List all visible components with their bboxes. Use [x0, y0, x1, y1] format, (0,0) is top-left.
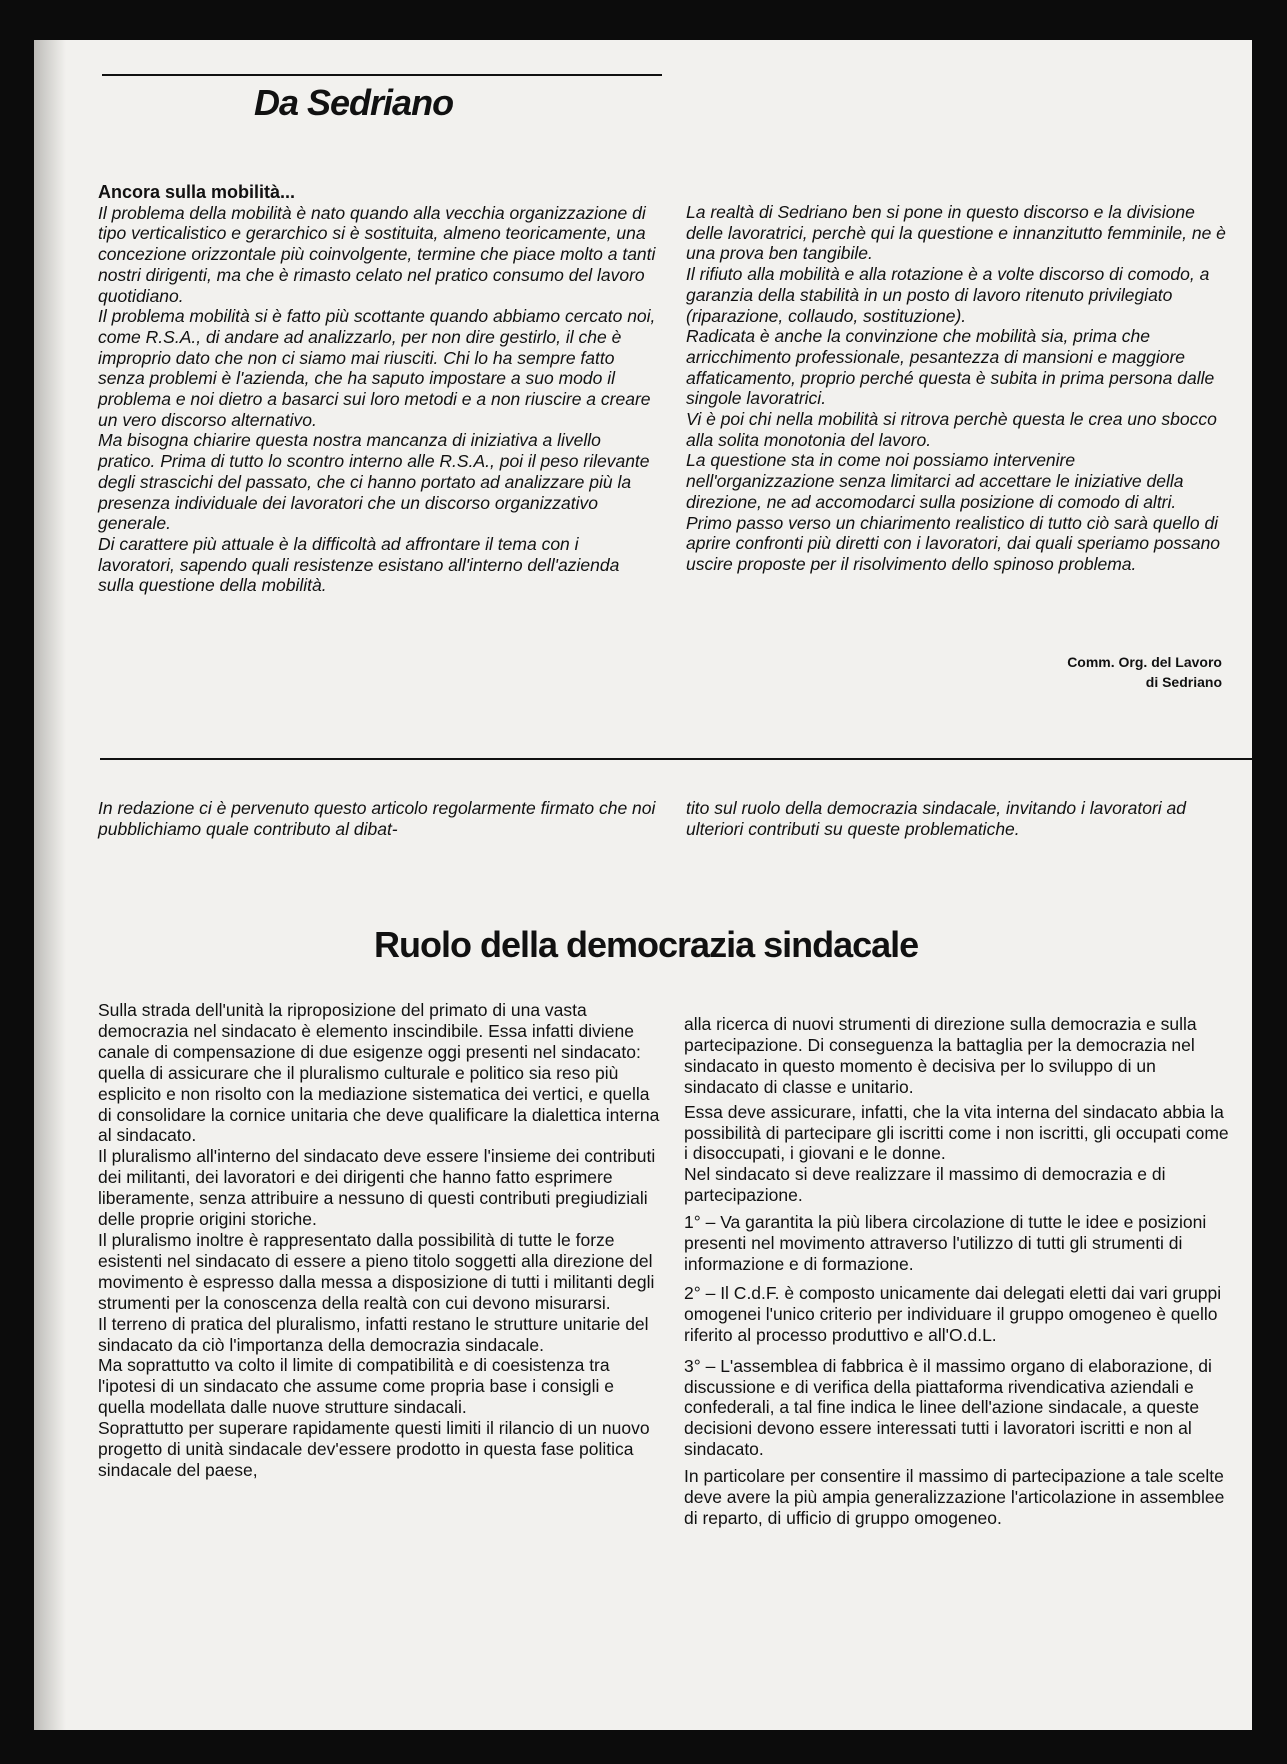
- paragraph: Il pluralismo inoltre è rappresentato dalla possibilità di tutte le forze esistenti nel sindacato di essere a pieno titolo soggetti alla direzione del movimento è espresso dalla messa a disposizione di tutti i militanti degli strumenti per la conoscenza della realtà con cui devono misurarsi.: [98, 1229, 655, 1313]
- paragraph: Il problema della mobilità è nato quando alla vecchia organizzazione di tipo verticalistico e gerarchico si è sostituita, almeno teoricamente, una concezione orizzontale più coinvolgente, termine che piace molto a tanti nostri dirigenti, ma che è rimasto celato nel pratico consumo del lavoro quotidiano.: [98, 202, 656, 306]
- article-1-kicker: Ancora sulla mobilità...: [98, 182, 296, 202]
- paragraph: Radicata è anche la convinzione che mobilità sia, prima che arricchimento professionale, pesantezza di mansioni e maggiore affaticamento, proprio perché questa è subita in prima persona dalle singole lavoratrici.: [686, 326, 1215, 409]
- paragraph: Primo passo verso un chiarimento realistico di tutto ciò sarà quello di aprire confronti più diretti con i lavoratori, dai quali speriamo possano uscire proposte per il risolvimento dello spinoso problema.: [686, 512, 1221, 574]
- paragraph: alla ricerca di nuovi strumenti di direzione sulla democrazia e sulla partecipazione. Di conseguenza la battaglia per la democrazia nel sindacato in questo momento è decisiva per lo sviluppo di un sindacato di classe e unitario.: [684, 1014, 1197, 1097]
- paragraph: Il terreno di pratica del pluralismo, infatti restano le strutture unitarie del sindacato da ciò l'importanza della democrazia sindacale.: [98, 1313, 649, 1355]
- magazine-page: [34, 40, 1252, 1730]
- intro-note-right: tito sul ruolo della democrazia sindacale, invitando i lavoratori ad ulteriori contributi su queste problematiche.: [686, 798, 1186, 839]
- paragraph: 2° – Il C.d.F. è composto unicamente dai delegati eletti dai vari gruppi omogenei l'unico criterio per individuare il gruppo omogeneo è quello riferito al processo produttivo e all'O.d.L.: [684, 1282, 1222, 1345]
- paragraph: Vi è poi chi nella mobilità si ritrova perchè questa le crea uno sbocco alla solita monotonia del lavoro.: [686, 409, 1217, 450]
- section-rule: [100, 758, 1252, 760]
- paragraph: Nel sindacato si deve realizzare il massimo di democrazia e di partecipazione.: [684, 1164, 1166, 1206]
- paragraph: Ma soprattutto va colto il limite di compatibilità e di coesistenza tra l'ipotesi di un sindacato che assume come propria base i consigli e quella modellata dalle nuove strutture sindacali.: [98, 1355, 614, 1418]
- article-1-title: Da Sedriano: [254, 82, 454, 123]
- article-2-right-column: [684, 1014, 1230, 1529]
- article-2-left-column: [98, 1000, 662, 1481]
- article-1-left-column: [98, 182, 658, 596]
- intro-note-left: In redazione ci è pervenuto questo articolo regolarmente firmato che noi pubblichiamo quale contributo al dibat-: [98, 798, 656, 839]
- paragraph: Il rifiuto alla mobilità e alla rotazione è a volte discorso di comodo, a garanzia della stabilità in un posto di lavoro ritenuto privilegiato (riparazione, collaudo, sostituzione).: [686, 264, 1210, 326]
- signature-line: di Sedriano: [1145, 674, 1222, 690]
- page-spine-shadow: [34, 40, 66, 1730]
- top-rule: [102, 74, 662, 76]
- paragraph: La realtà di Sedriano ben si pone in questo discorso e la divisione delle lavoratrici, perchè qui la questione e innanzitutto femminile, ne è una prova ben tangibile.: [686, 202, 1226, 264]
- paragraph: Sulla strada dell'unità la riproposizione del primato di una vasta democrazia nel sindacato è elemento inscindibile. Essa infatti diviene canale di compensazione di due esigenze oggi presenti nel sindacato: quella di assicurare che il pluralismo culturale e politico sia reso più esplicito e non risolto con la mediazione sistematica dei vertici, e quella di consolidare la cornice unitaria che deve qualificare la dialettica interna al sindacato.: [98, 1000, 660, 1146]
- paragraph: In particolare per consentire il massimo di partecipazione a tale scelte deve avere la più ampia generalizzazione l'articolazione in assemblee di reparto, di ufficio di gruppo omogeneo.: [684, 1466, 1225, 1528]
- article-1-right-column: [686, 202, 1228, 575]
- article-1-signature: [1067, 652, 1222, 692]
- paragraph: Il pluralismo all'interno del sindacato deve essere l'insieme dei contributi dei militanti, dei lavoratori e dei dirigenti che hanno fatto esprimere liberamente, senza attribuire a nessuno di questi contributi pregiudiziali delle proprie origini storiche.: [98, 1146, 656, 1230]
- paragraph: Il problema mobilità si è fatto più scottante quando abbiamo cercato noi, come R.S.A., di andare ad analizzarlo, per non dire gestirlo, il che è improprio dato che non ci siamo mai riusciti. Chi lo ha sempre fatto senza problemi è l'azienda, che ha saputo impostare a suo modo il problema e noi dietro a basarci sui loro metodi e a non riuscire a creare un vero discorso alternativo.: [98, 306, 656, 430]
- paragraph: Di carattere più attuale è la difficoltà ad affrontare il tema con i lavoratori, sapendo quali resistenze esistano all'interno dell'azienda sulla questione della mobilità.: [98, 533, 620, 596]
- paragraph: Soprattutto per superare rapidamente questi limiti il rilancio di un nuovo progetto di unità sindacale dev'essere prodotto in questa fase politica sindacale del paese,: [98, 1418, 650, 1480]
- paragraph: La questione sta in come noi possiamo intervenire nell'organizzazione senza limitarci ad accettare le iniziative della direzione, ne ad accomodarci sulla posizione di comodo di altri.: [686, 450, 1184, 512]
- paragraph: 1° – Va garantita la più libera circolazione di tutte le idee e posizioni presenti nel movimento attraverso l'utilizzo di tutti gli strumenti di informazione e di formazione.: [684, 1212, 1207, 1274]
- paragraph: Essa deve assicurare, infatti, che la vita interna del sindacato abbia la possibilità di partecipare gli iscritti come i non iscritti, gli occupati come i disoccupati, i giovani e le donne.: [684, 1101, 1229, 1164]
- signature-line: Comm. Org. del Lavoro: [1067, 654, 1222, 670]
- paragraph: 3° – L'assemblea di fabbrica è il massimo organo di elaborazione, di discussione e di verifica della piattaforma rivendicativa aziendali e confederali, a tal fine indica le linee dell'azione sindacale, a queste decisioni devono essere interessati tutti i lavoratori iscritti e non al sindacato.: [684, 1355, 1212, 1460]
- article-2-title: Ruolo della democrazia sindacale: [374, 924, 919, 965]
- paragraph: Ma bisogna chiarire questa nostra mancanza di iniziativa a livello pratico. Prima di tutto lo scontro interno alle R.S.A., poi il peso rilevante degli strascichi del passato, che ci hanno portato ad analizzare più la presenza individuale dei lavoratori che un discorso organizzativo generale.: [98, 430, 650, 534]
